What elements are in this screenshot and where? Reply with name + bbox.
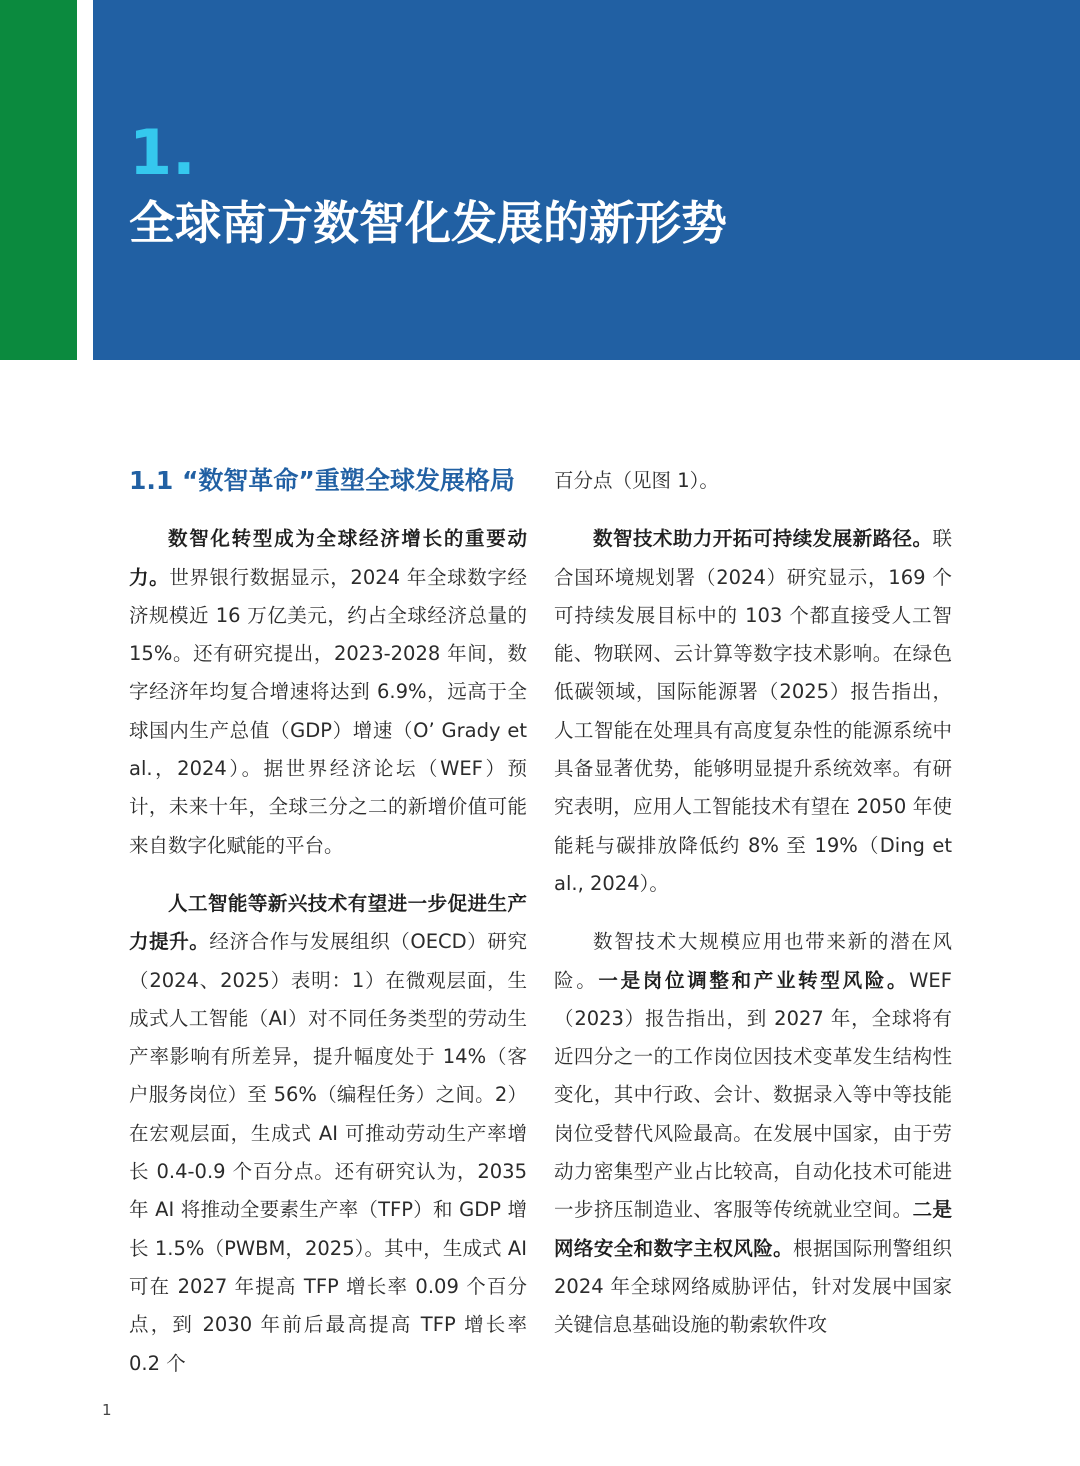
paragraph-lead: 二是网络安全和数字主权风险。 [554,1198,952,1260]
paragraph-digital-growth [129,520,527,865]
chapter-title: 全球南方数智化发展的新形势 [129,196,727,250]
paragraph-intro: 数智技术大规模应用也带来新的潜在风险。 [554,930,952,992]
green-accent-bar [0,0,77,360]
paragraph-lead: 数智技术助力开拓可持续发展新路径。 [593,527,933,551]
paragraph-body: 经济合作与发展组织（OECD）研究（2024、2025）表明：1）在微观层面，生成式人工智能（AI）对不同任务类型的劳动生产率影响有所差异，提升幅度处于 14%（客户服务岗位）至 56%（编程任务）之间。2）在宏观层面，生成式 AI 可推动劳动生产率增长 0.4-0.9 个百分点。还有研究认为，2035 年 AI 将推动全要素生产率（TFP）和 GDP 增长 1.5%（PWBM，2025）。其中，生成式 AI 可在 2027 年提高 TFP 增长率 0.09 个百分点，到 2030 年前后最高提高 TFP 增长率 0.2 个 [129,930,527,1375]
paragraph-lead: 数智化转型成为全球经济增长的重要动力。 [129,527,527,589]
section-heading: 1.1 “数智革命”重塑全球发展格局 [129,466,515,495]
right-column [554,462,952,1365]
paragraph-ai-productivity [129,885,527,1383]
chapter-number: 1. [129,116,196,189]
left-column [129,462,527,1403]
paragraph-risks [554,923,952,1344]
page-number: 1 [102,1401,112,1419]
paragraph-lead: 一是岗位调整和产业转型风险。 [598,968,910,992]
paragraph-body: 根据国际刑警组织 2024 年全球网络威胁评估，针对发展中国家关键信息基础设施的勒索软件攻 [554,1236,952,1337]
paragraph-lead: 人工智能等新兴技术有望进一步促进生产力提升。 [129,891,527,954]
chapter-banner [93,0,1080,360]
paragraph-body: 联合国环境规划署（2024）研究显示，169 个可持续发展目标中的 103 个都直接受人工智能、物联网、云计算等数字技术影响。在绿色低碳领域，国际能源署（2025）报告指出，人工智能在处理具有高度复杂性的能源系统中具备显著优势，能够明显提升系统效率。有研究表明，应用人工智能技术有望在 2050 年使能耗与碳排放降低约 8% 至 19%（Ding et al., 2024）。 [554,527,952,895]
paragraph-sustainable-development [554,520,952,903]
paragraph-body: WEF（2023）报告指出，到 2027 年，全球将有近四分之一的工作岗位因技术变革发生结构性变化，其中行政、会计、数据录入等中等技能岗位受替代风险最高。在发展中国家，由于劳动力密集型产业占比较高，自动化技术可能进一步挤压制造业、客服等传统就业空间。 [554,968,952,1222]
paragraph-continuation: 百分点（见图 1）。 [554,469,719,492]
paragraph-body: 世界银行数据显示，2024 年全球数字经济规模近 16 万亿美元，约占全球经济总量的 15%。还有研究提出，2023-2028 年间，数字经济年均复合增速将达到 6.9%，远高于全球国内生产总值（GDP）增速（O’ Grady et al.，2024）。据世界经济论坛（WEF）预计，未来十年，全球三分之二的新增价值可能来自数字化赋能的平台。 [129,565,527,857]
